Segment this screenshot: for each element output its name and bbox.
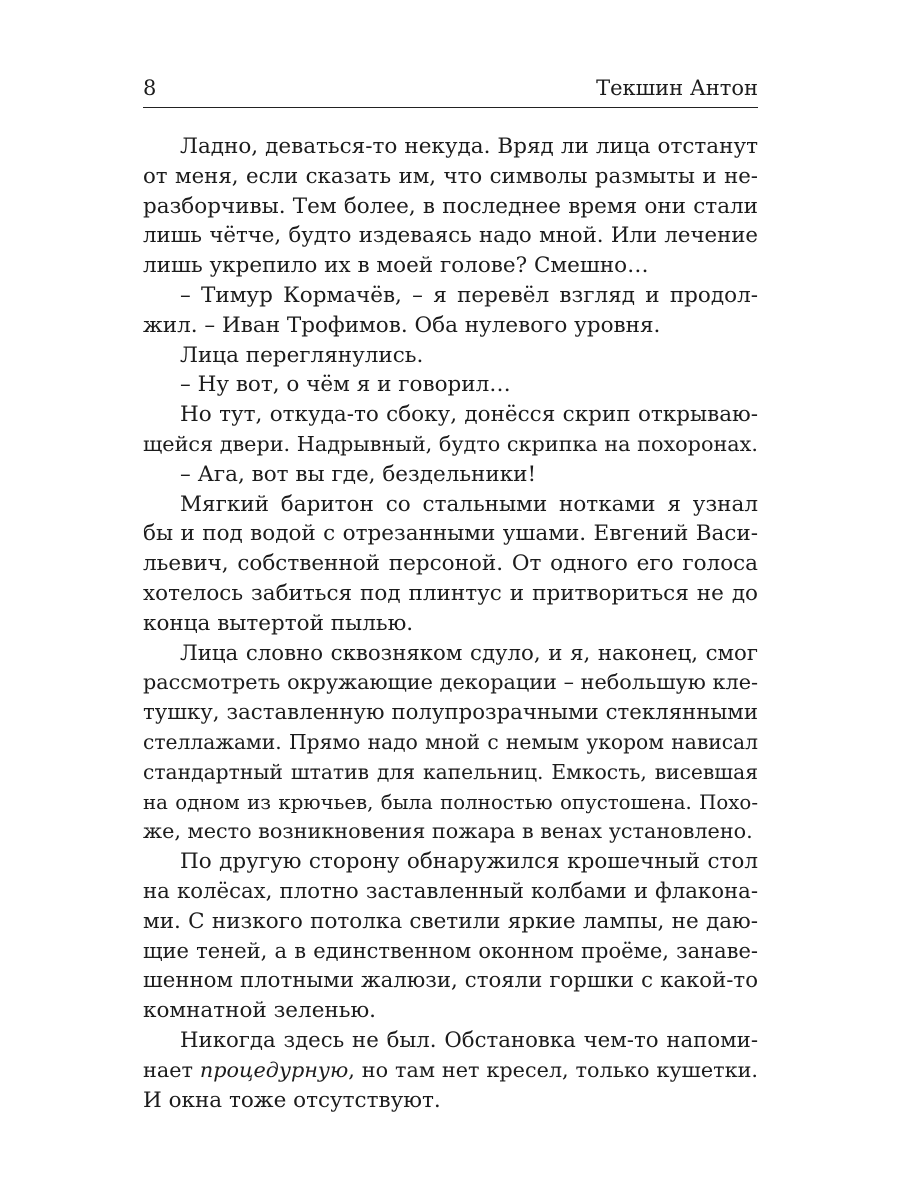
- emphasized-word: процедурную: [199, 1057, 349, 1082]
- text-line: тушку, заставленную полупрозрачными стеклянными: [143, 700, 758, 726]
- text-line: на колёсах, плотно заставленный колбами и флакона-: [143, 878, 758, 904]
- text-line: Мягкий баритон со стальными нотками я узнал: [180, 491, 758, 517]
- text-line: Лица переглянулись.: [180, 342, 424, 368]
- running-title-author: Текшин Антон: [596, 76, 758, 100]
- page-number: 8: [143, 76, 157, 100]
- text-line-with-emphasis: [143, 1056, 758, 1086]
- text-line: шенном плотными жалюзи, стояли горшки с какой-то: [143, 968, 758, 994]
- text-line: от меня, если сказать им, что символы размыты и не-: [143, 163, 758, 189]
- text-line: рассмотреть окружающие декорации – небольшую кле-: [143, 670, 758, 695]
- text-line: льевич, собственной персоной. От одного его голоса: [143, 551, 758, 577]
- text-line: конца вытертой пылью.: [143, 610, 414, 636]
- text-line: комнатной зеленью.: [143, 998, 377, 1024]
- text-line: лишь чётче, будто издеваясь надо мной. Или лечение: [143, 223, 758, 249]
- text-fragment: нает: [143, 1057, 200, 1082]
- text-line: – Тимур Кормачёв, – я перевёл взгляд и продол-: [180, 282, 758, 308]
- text-line: жил. – Иван Трофимов. Оба нулевого уровня.: [143, 312, 661, 338]
- text-line: хотелось забиться под плинтус и притвориться не до: [143, 580, 758, 606]
- running-header: [143, 74, 758, 108]
- text-line: Никогда здесь не был. Обстановка чем-то напоми-: [180, 1027, 758, 1053]
- text-line: щие теней, а в единственном оконном проёме, занаве-: [143, 938, 758, 963]
- body-text: [143, 132, 758, 1115]
- text-line: на одном из крючьев, была полностью опустошена. Похо-: [143, 790, 758, 814]
- text-line: же, место возникновения пожара в венах установлено.: [143, 819, 753, 844]
- text-line: стандартный штатив для капельниц. Емкость, висевшая: [143, 759, 758, 784]
- text-line: – Ага, вот вы где, бездельники!: [180, 461, 537, 487]
- text-line: Но тут, откуда-то сбоку, донёсся скрип открываю-: [180, 402, 758, 428]
- text-line: Лица словно сквозняком сдуло, и я, наконец, смог: [180, 640, 758, 666]
- text-line: стеллажами. Прямо надо мной с немым укором нависал: [143, 729, 758, 754]
- text-line: ми. С низкого потолка светили яркие лампы, не даю-: [143, 908, 758, 934]
- text-line: Ладно, деваться-то некуда. Вряд ли лица отстанут: [180, 134, 758, 159]
- text-line: лишь укрепило их в моей голове? Смешно…: [143, 253, 649, 279]
- text-line: По другую сторону обнаружился крошечный стол: [180, 849, 758, 875]
- text-line: – Ну вот, о чём я и говорил…: [180, 372, 511, 398]
- text-line: разборчивы. Тем более, в последнее время они стали: [143, 193, 758, 219]
- text-line: И окна тоже отсутствуют.: [143, 1087, 441, 1113]
- text-fragment: , но там нет кресел, только кушетки.: [348, 1057, 758, 1082]
- text-line: щейся двери. Надрывный, будто скрипка на похоронах.: [143, 431, 758, 456]
- text-line: бы и под водой с отрезанными ушами. Евгений Васи-: [143, 521, 758, 547]
